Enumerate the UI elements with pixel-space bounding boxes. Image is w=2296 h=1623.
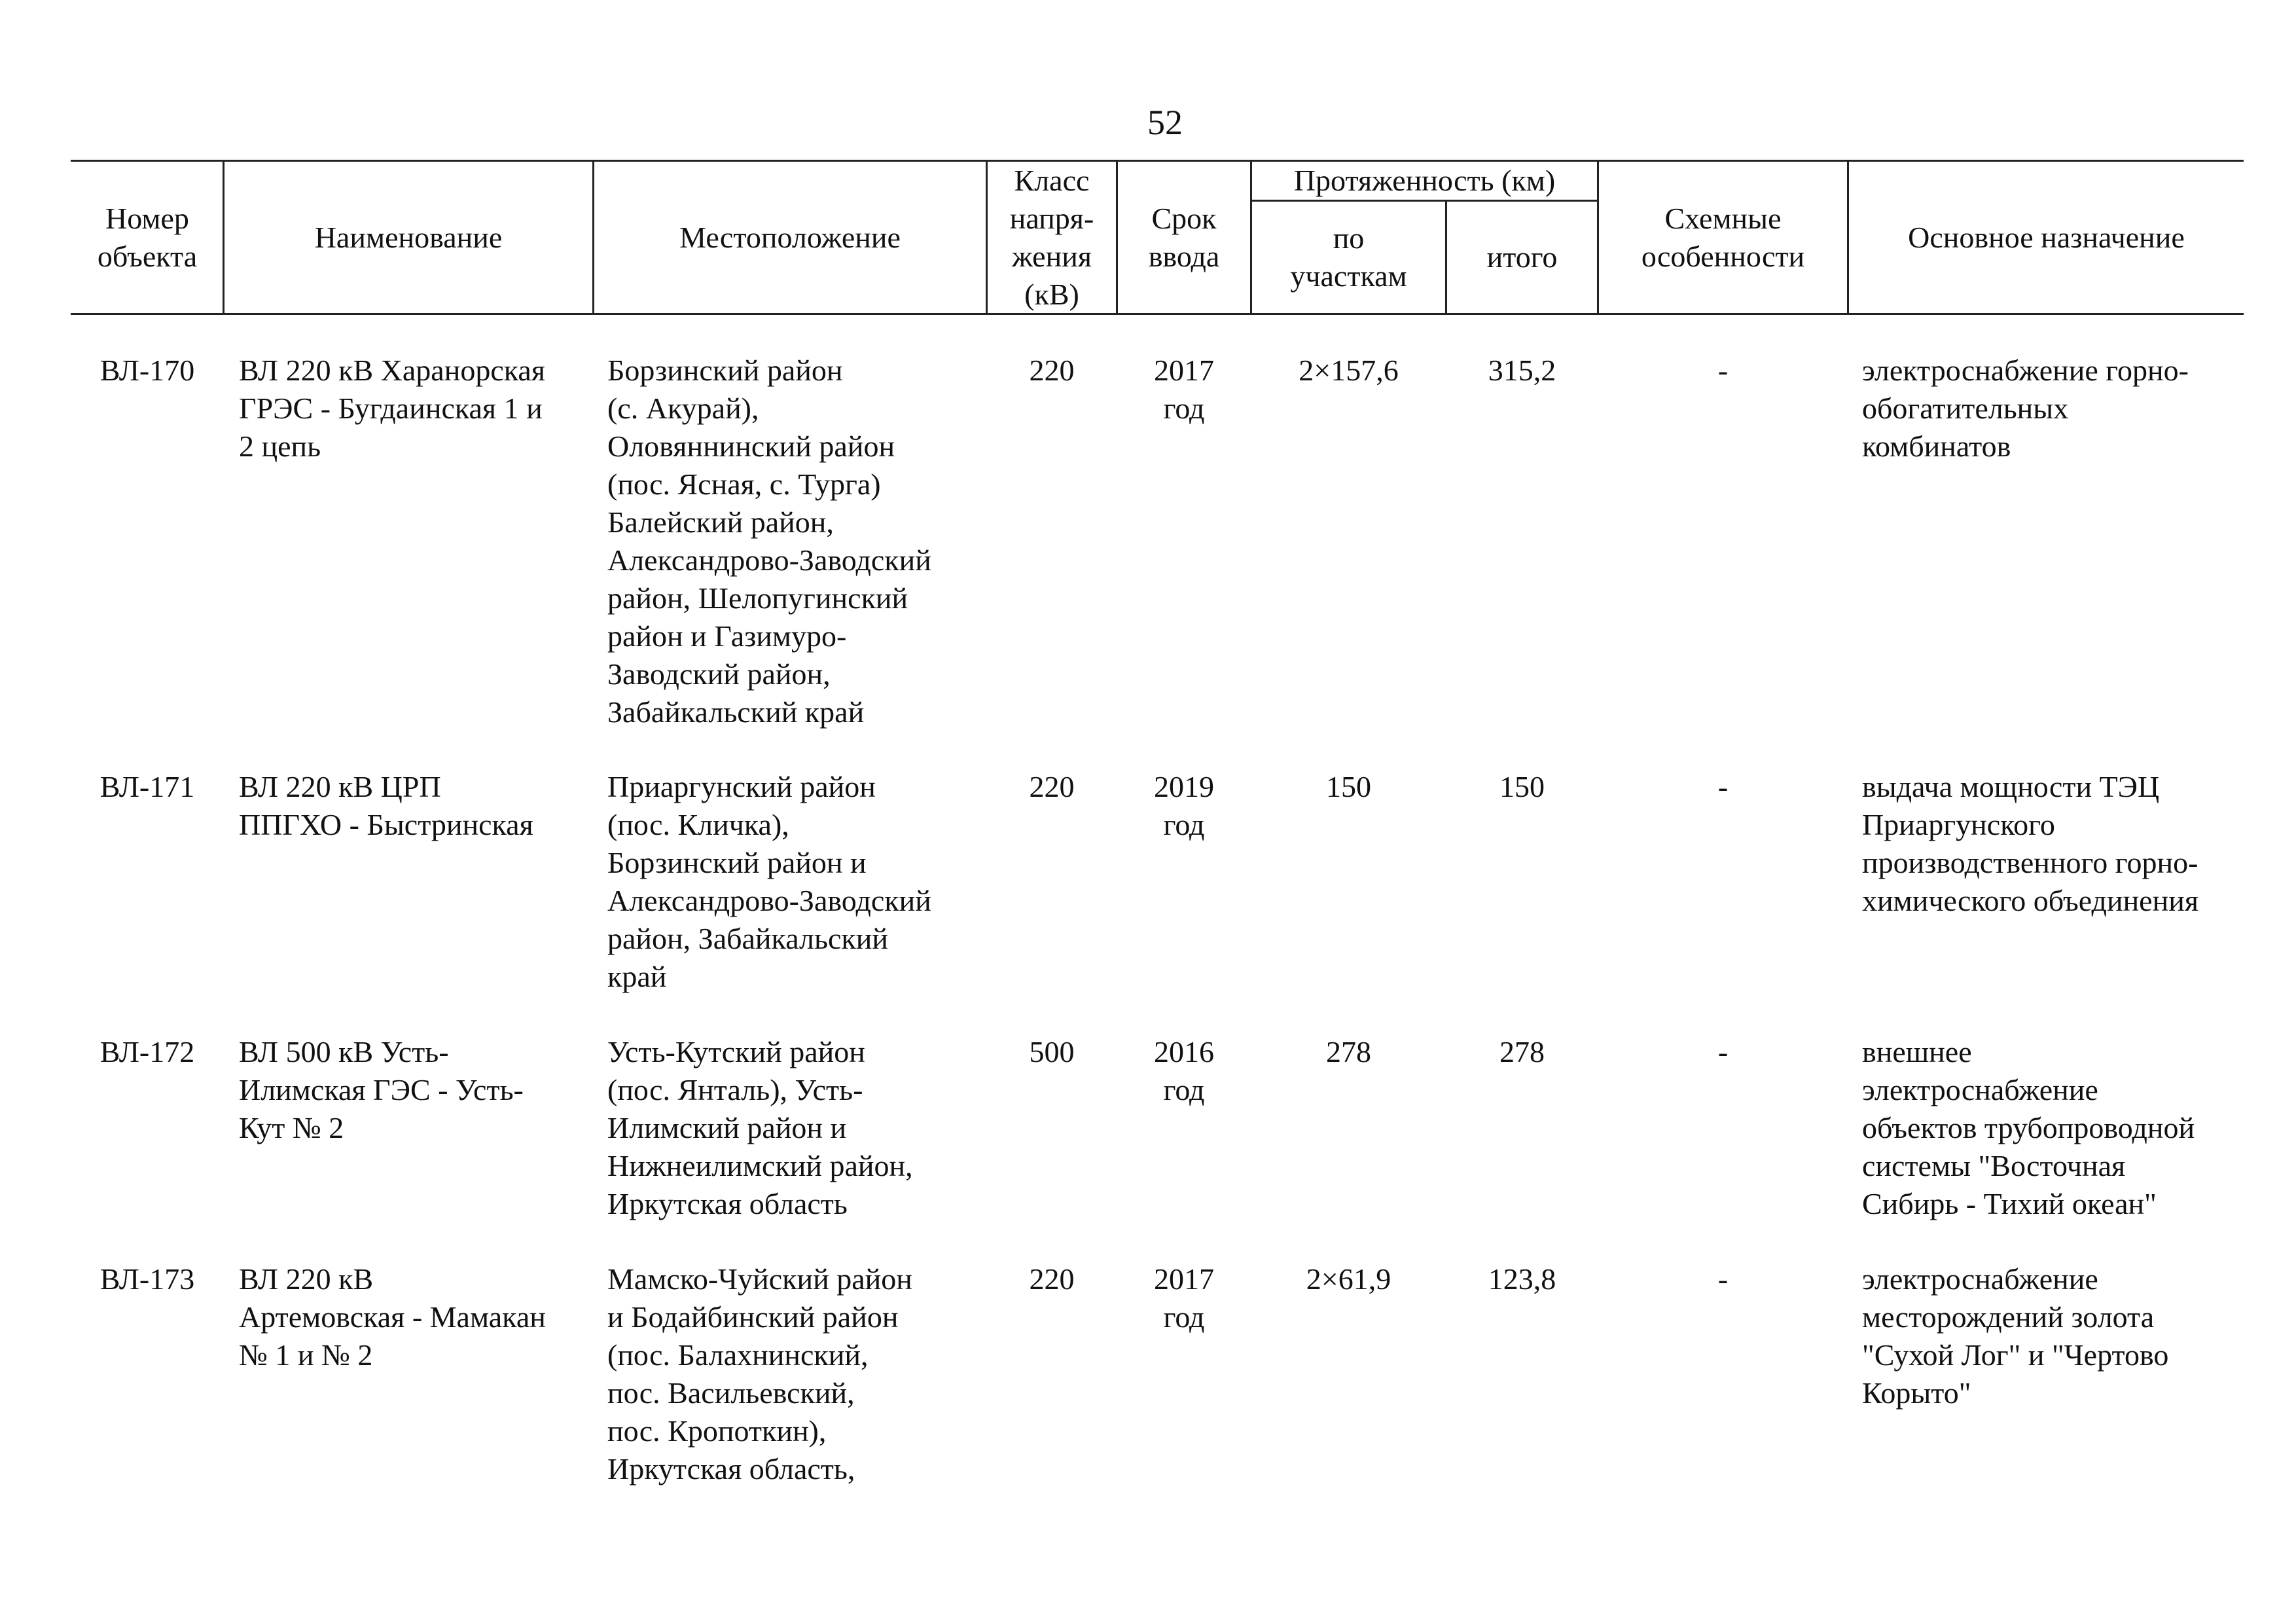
object-location: Мамско-Чуйский район и Бодайбинский район (пос. Балахнинский, пос. Васильевский, пос. Кропоткин), Иркутская область, [607,1262,912,1486]
object-name: ВЛ 220 кВ Харанорская ГРЭС - Бугдаинская 1 и 2 цепь [239,354,545,463]
object-location: Борзинский район (с. Акурай), Оловяннинский район (пос. Ясная, с. Турга) Балейский район, Александрово-Заводский район, Шелопугинский район и Газимуро- Заводский район, Забайкальский край [607,354,931,729]
length-total: 278 [1499,1035,1545,1068]
object-location: Приаргунский район (пос. Кличка), Борзинский район и Александрово-Заводский район, Забайкальский край [607,770,931,993]
main-purpose: электроснабжение горно- обогатительных комбинатов [1862,354,2189,463]
header-object-number: Номер объекта [97,201,198,273]
object-location: Усть-Кутский район (пос. Янталь), Усть- Илимский район и Нижнеилимский район, Иркутская область [607,1035,913,1220]
voltage-class: 220 [1029,770,1075,803]
commissioning-term: 2017 год [1154,354,1214,425]
length-total: 150 [1499,770,1545,803]
scheme-features: - [1717,354,1729,387]
object-number: ВЛ-171 [99,770,195,803]
header-scheme-features: Схемные особенности [1641,201,1805,273]
scheme-features: - [1717,1262,1729,1296]
header-bottom-border [71,313,2244,315]
voltage-class: 220 [1029,354,1075,387]
header-location: Местоположение [679,220,901,254]
header-length-by-sections: по участкам [1290,221,1407,293]
header-commissioning-term: Срок ввода [1148,201,1220,273]
header-length-total: итого [1486,240,1558,274]
length-total: 123,8 [1488,1262,1556,1296]
length-by-sections: 2×61,9 [1306,1262,1391,1296]
commissioning-term: 2017 год [1154,1262,1214,1334]
length-total: 315,2 [1488,354,1556,387]
header-length-group: Протяженность (км) [1293,164,1556,197]
voltage-class: 220 [1029,1262,1075,1296]
object-number: ВЛ-173 [99,1262,195,1296]
length-by-sections: 2×157,6 [1299,354,1399,387]
length-by-sections: 150 [1326,770,1371,803]
page-number: 52 [1147,103,1183,142]
object-number: ВЛ-172 [99,1035,195,1068]
main-purpose: внешнее электроснабжение объектов трубопроводной системы "Восточная Сибирь - Тихий океан" [1862,1035,2195,1220]
main-purpose: электроснабжение месторождений золота "Сухой Лог" и "Чертово Корыто" [1862,1262,2169,1410]
object-name: ВЛ 500 кВ Усть- Илимская ГЭС - Усть- Кут № 2 [239,1035,524,1144]
object-name: ВЛ 220 кВ ЦРП ППГХО - Быстринская [239,770,533,841]
commissioning-term: 2019 год [1154,770,1214,841]
scheme-features: - [1717,770,1729,803]
object-name: ВЛ 220 кВ Артемовская - Мамакан № 1 и № 2 [239,1262,546,1372]
header-name: Наименование [314,220,503,254]
main-purpose: выдача мощности ТЭЦ Приаргунского производственного горно- химического объединения [1862,770,2198,917]
scheme-features: - [1717,1035,1729,1068]
commissioning-term: 2016 год [1154,1035,1214,1106]
length-by-sections: 278 [1326,1035,1371,1068]
voltage-class: 500 [1029,1035,1075,1068]
header-voltage-class: Класс напря- жения (кВ) [1009,163,1094,311]
object-number: ВЛ-170 [99,354,195,387]
header-main-purpose: Основное назначение [1908,220,2185,254]
